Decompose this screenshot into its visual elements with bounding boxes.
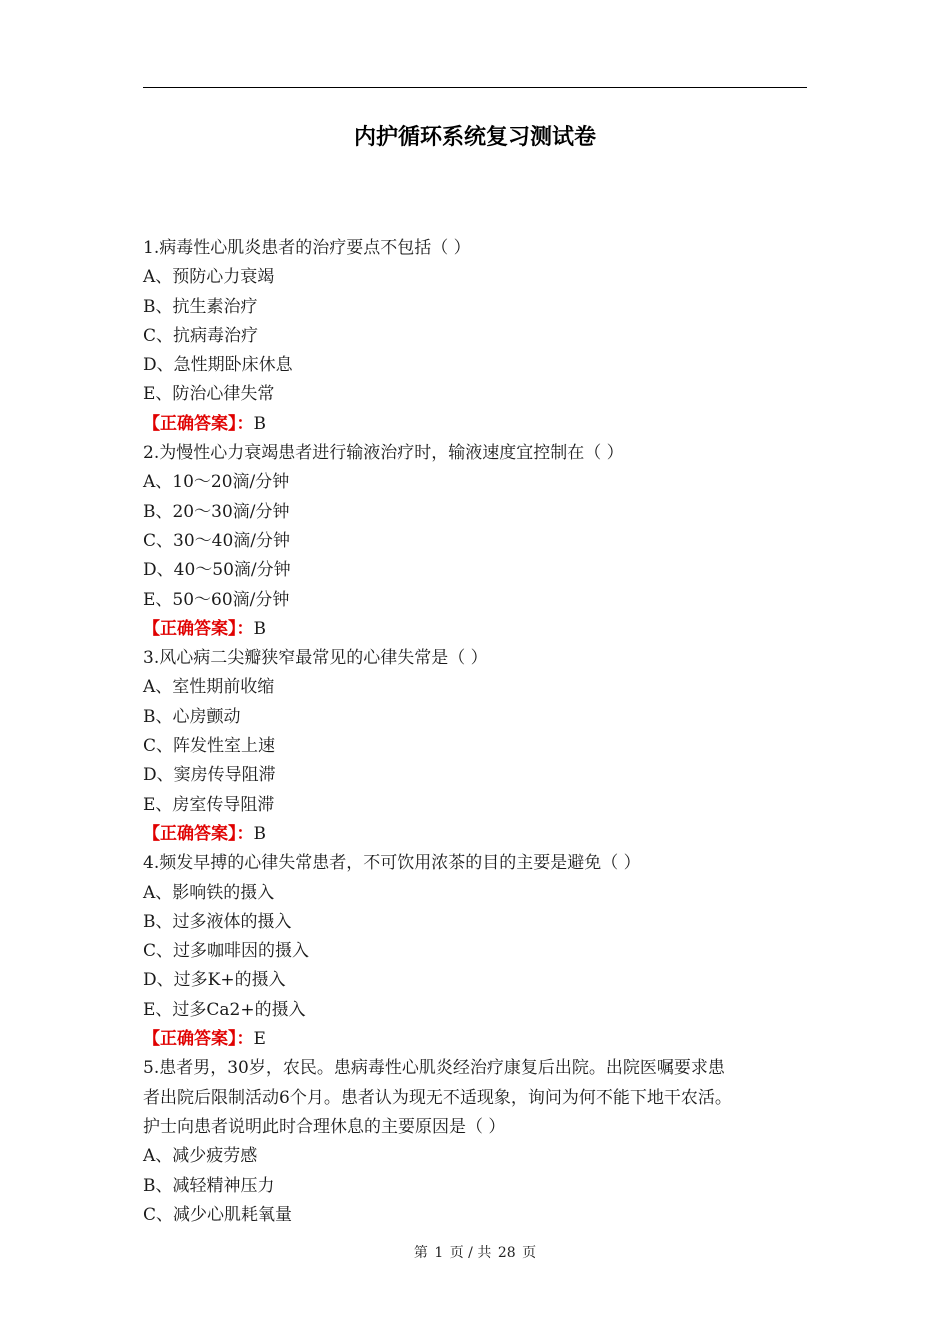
answer-row [143, 410, 811, 439]
question-stem: 1.病毒性心肌炎患者的治疗要点不包括（ ） [143, 238, 471, 258]
option-a: A、室性期前收缩 [143, 677, 275, 698]
answer-row [143, 820, 811, 849]
footer-prefix: 第 [413, 1245, 428, 1261]
footer-mid: 页 / 共 [449, 1245, 492, 1261]
answer-row [143, 615, 811, 644]
document-title: 内护循环系统复习测试卷 [353, 125, 596, 150]
option-d: D、40～50滴/分钟 [143, 560, 291, 581]
option-d: D、过多K+的摄入 [143, 970, 286, 991]
current-page-number: 1 [434, 1245, 444, 1261]
question-4 [143, 849, 811, 1054]
answer-label: 【正确答案】： [143, 1029, 254, 1050]
question-stem-line-1: 5.患者男，30岁，农民。患病毒性心肌炎经治疗康复后出院。出院医嘱要求患 [143, 1058, 725, 1079]
option-e: E、防治心律失常 [143, 384, 275, 405]
option-a: A、10～20滴/分钟 [143, 472, 290, 493]
answer-value: E [253, 1029, 266, 1050]
question-list [143, 234, 811, 1230]
question-3 [143, 644, 811, 849]
option-c: C、减少心肌耗氧量 [143, 1204, 293, 1225]
question-stem-line-3: 护士向患者说明此时合理休息的主要原因是（ ） [143, 1116, 506, 1137]
option-a: A、减少疲劳感 [143, 1146, 258, 1167]
answer-value: B [253, 413, 266, 434]
option-d: D、急性期卧床休息 [143, 355, 293, 376]
question-stem: 3.风心病二尖瓣狭窄最常见的心律失常是（ ） [143, 648, 488, 669]
question-5 [143, 1054, 811, 1230]
option-b: B、抗生素治疗 [143, 296, 258, 317]
option-c: C、抗病毒治疗 [143, 325, 259, 346]
option-b: B、过多液体的摄入 [143, 911, 292, 932]
answer-value: B [253, 823, 266, 844]
answer-label: 【正确答案】： [143, 823, 254, 844]
question-stem-line-2: 者出院后限制活动6个月。患者认为现无不适现象，询问为何不能下地干农活。 [143, 1087, 732, 1108]
option-e: E、房室传导阻滞 [143, 794, 275, 815]
answer-value: B [253, 618, 266, 639]
option-a: A、影响铁的摄入 [143, 882, 275, 903]
answer-row [143, 1025, 811, 1054]
option-c: C、30～40滴/分钟 [143, 530, 290, 551]
answer-label: 【正确答案】： [143, 618, 254, 639]
option-c: C、阵发性室上速 [143, 736, 276, 757]
question-stem: 4.频发早搏的心律失常患者，不可饮用浓茶的目的主要是避免（ ） [143, 853, 641, 874]
option-b: B、减轻精神压力 [143, 1175, 275, 1196]
footer-suffix: 页 [522, 1245, 537, 1261]
answer-label: 【正确答案】： [143, 413, 254, 434]
question-1 [143, 234, 811, 439]
option-d: D、窦房传导阻滞 [143, 765, 276, 786]
option-e: E、过多Ca2+的摄入 [143, 999, 306, 1020]
header-rule [143, 87, 807, 88]
total-page-count: 28 [497, 1245, 516, 1261]
page-footer [0, 1243, 950, 1263]
option-e: E、50～60滴/分钟 [143, 589, 290, 610]
option-b: B、20～30滴/分钟 [143, 501, 290, 522]
option-b: B、心房颤动 [143, 706, 241, 727]
option-a: A、预防心力衰竭 [143, 267, 275, 288]
option-c: C、过多咖啡因的摄入 [143, 941, 310, 962]
question-stem: 2.为慢性心力衰竭患者进行输液治疗时，输液速度宜控制在（ ） [143, 443, 624, 464]
question-2 [143, 439, 811, 644]
